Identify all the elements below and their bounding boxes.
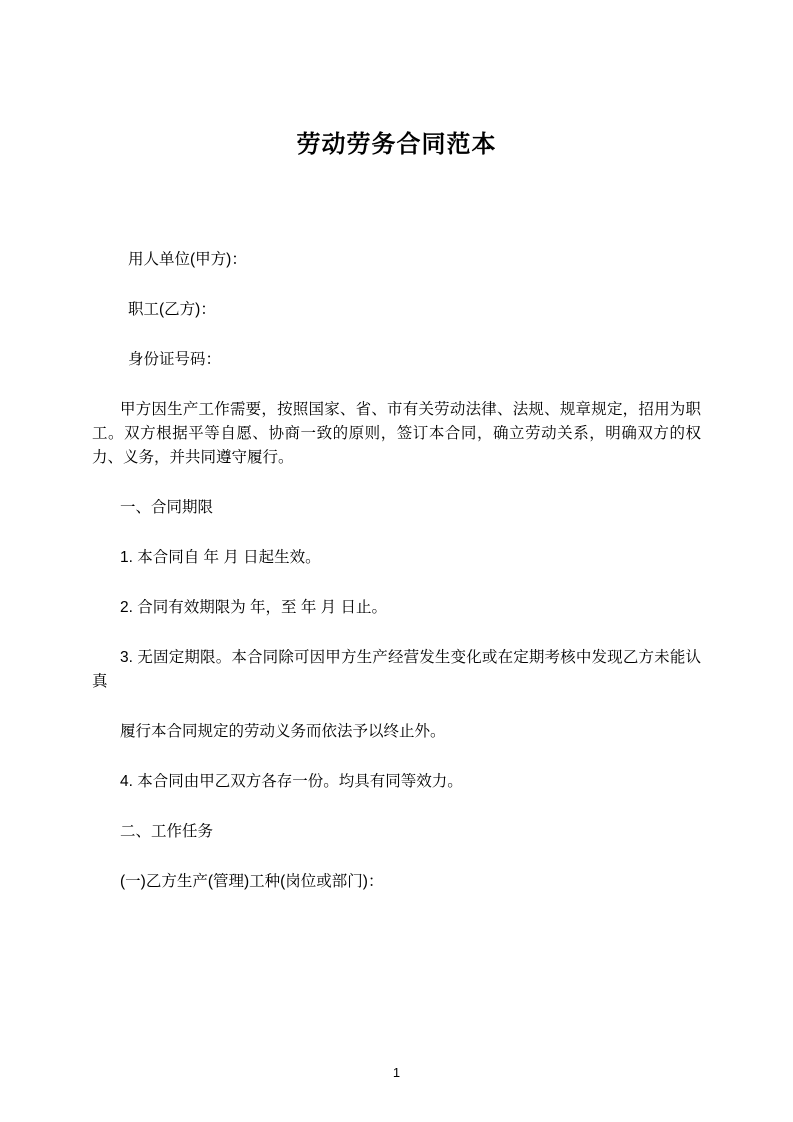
paragraph-id-number: 身份证号码：	[128, 350, 222, 368]
heading-section-1: 一、合同期限	[120, 498, 214, 516]
paragraph-employer: 用人单位(甲方)：	[128, 250, 247, 268]
document-body	[92, 248, 701, 920]
clause-1-3: 3. 无固定期限。本合同除可因甲方生产经营发生变化或在定期考核中发现乙方未能认真	[92, 648, 701, 690]
clause-1-4: 4. 本合同由甲乙双方各存一份。均具有同等效力。	[120, 772, 463, 790]
paragraph-preamble: 甲方因生产工作需要，按照国家、省、市有关劳动法律、法规、规章规定，招用为职工。双方根据平等自愿、协商一致的原则，签订本合同，确立劳动关系，明确双方的权力、义务，并共同遵守履行。	[92, 400, 701, 466]
heading-section-2: 二、工作任务	[120, 823, 214, 840]
paragraph-employee: 职工(乙方)：	[128, 300, 216, 318]
page-title: 劳动劳务合同范本	[296, 131, 497, 158]
clause-1-1: 1. 本合同自 年 月 日起生效。	[120, 548, 321, 566]
clause-2-1: (一)乙方生产(管理)工种(岗位或部门)：	[120, 873, 384, 891]
clause-1-2: 2. 合同有效期限为 年，至 年 月 日止。	[120, 598, 387, 616]
page-number: 1	[392, 1065, 401, 1080]
clause-1-3-continuation: 履行本合同规定的劳动义务而依法予以终止外。	[120, 722, 446, 740]
